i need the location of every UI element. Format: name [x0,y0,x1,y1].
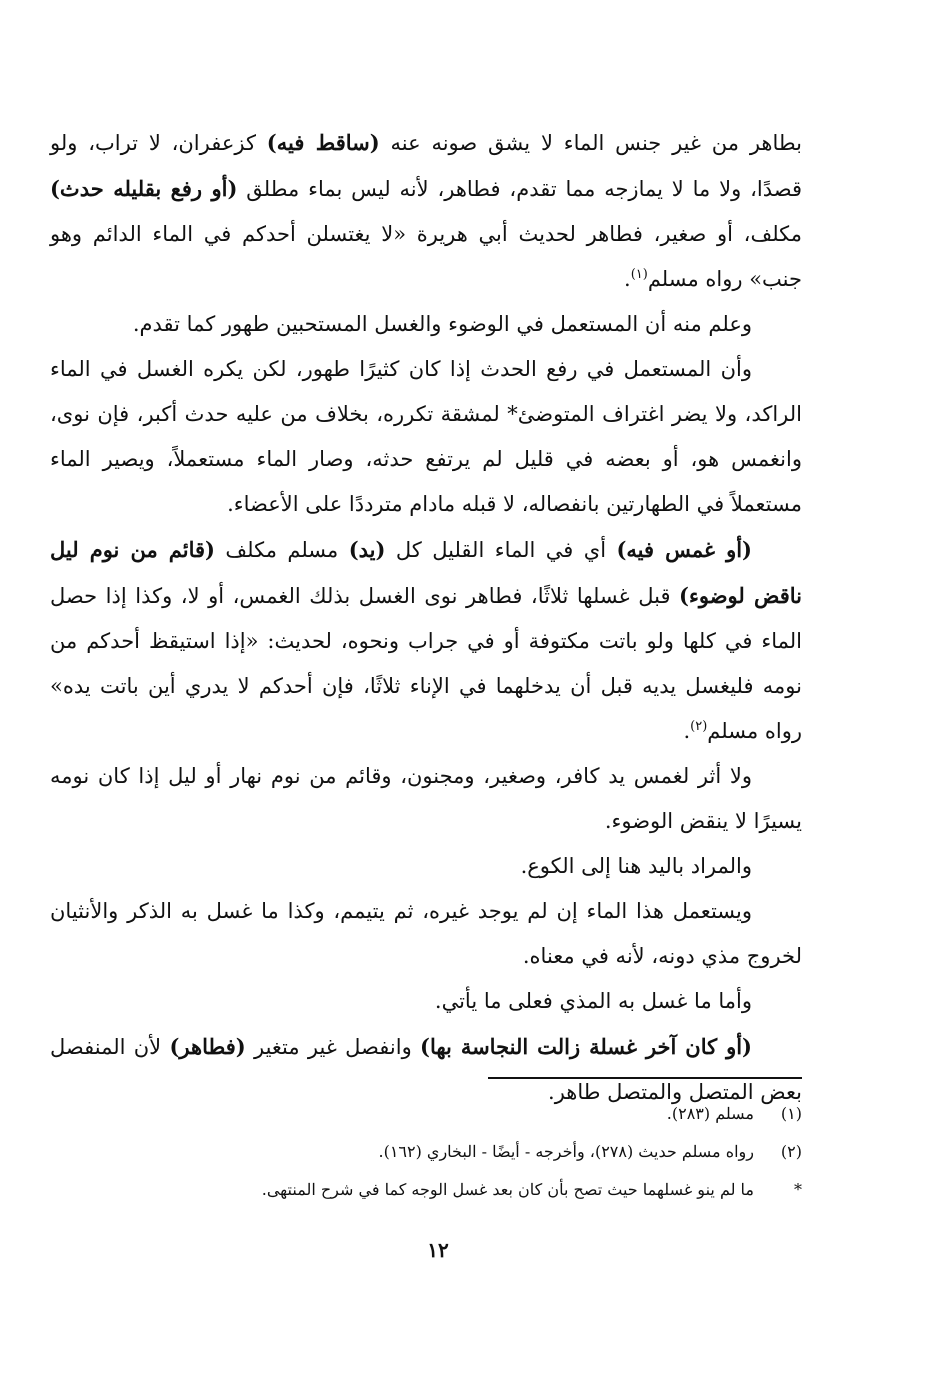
paragraph [50,347,802,527]
footnote-marker: (٢) [780,1142,802,1161]
footnote-marker: (١) [780,1104,802,1123]
bold-matn-text: (فطاهر) [169,1034,246,1059]
footnote [90,1095,802,1133]
bold-matn-text: (ساقط فيه) [266,130,380,155]
footnote [90,1133,802,1171]
page-number: ١٢ [427,1238,449,1262]
text-segment: وأن المستعمل في رفع الحدث إذا كان كثيرًا طهور، لكن يكره الغسل في الماء الراكد، ولا يضر اغتراف المتوضئ* لمشقة تكرره، بخلاف من عليه حدث أكبر، فإن نوى، وانغمس هو، أو بعضه في قليل لم يرتفع حدثه، وصار الماء مستعملاً، ويصير الماء مستعملاً في الطهارتين بانفصاله، لا قبله مادام مترددًا على الأعضاء. [50,357,802,516]
footnote-separator [488,1077,802,1079]
bold-matn-text: (قائم من نوم ليل ناقض لوضوء) [50,537,802,608]
paragraph [50,889,802,979]
footnotes [90,1095,802,1209]
paragraph [50,754,802,844]
text-segment: مسلم مكلف [214,538,349,562]
bold-matn-text: (يد) [348,537,386,562]
paragraph [50,527,802,754]
paragraph [50,979,802,1024]
text-segment: قبل غسلها ثلاثًا، فطاهر نوى الغسل بذلك الغمس، أو لا، وكذا إذا حصل الماء في كلها ولو باتت مكتوفة أو في جراب ونحوه، لحديث: «إذا استيقظ أحدكم من نومه فليغسل يديه قبل أن يدخلهما في الإناء ثلاثًا، فإن أحدكم لا يدري أين باتت يده» رواه مسلم [50,584,802,743]
footnote-text: ما لم ينو غسلهما حيث تصح بأن كان بعد غسل الوجه كما في شرح المنتهى. [261,1180,754,1199]
bold-matn-text: (أو غمس فيه) [616,537,752,562]
text-segment: والمراد باليد هنا إلى الكوع. [520,854,752,878]
text-segment: وعلم منه أن المستعمل في الوضوء والغسل المستحبين طهور كما تقدم. [132,312,752,336]
text-segment: مكلف، أو صغير، فطاهر لحديث أبي هريرة «لا يغتسلن أحدكم في الماء الدائم وهو جنب» رواه مسلم [50,222,802,291]
bold-matn-text: (أو رفع بقليله حدث) [50,176,238,201]
text-segment: بطاهر من غير جنس الماء لا يشق صونه عنه [379,131,802,155]
footnote-reference: (٢) [690,719,708,734]
text-segment: . [624,267,631,291]
bold-matn-text: (أو كان آخر غسلة زالت النجاسة بها) [420,1034,752,1059]
text-segment: وأما ما غسل به المذي فعلى ما يأتي. [434,989,752,1013]
footnote-text: رواه مسلم حديث (٢٧٨)، وأخرجه - أيضًا - البخاري (١٦٢). [378,1142,754,1161]
text-segment: ولا أثر لغمس يد كافر، وصغير، ومجنون، وقائم من نوم نهار أو ليل إذا كان نومه يسيرًا لا ينقض الوضوء. [50,764,802,833]
main-text [50,120,802,1115]
text-segment: أي في الماء القليل كل [385,538,617,562]
footnote-marker: * [794,1180,802,1199]
footnote [90,1171,802,1209]
footnote-text: مسلم (٢٨٣). [666,1104,754,1123]
text-segment: . [683,719,691,743]
text-segment: وانفصل غير متغير [245,1035,421,1059]
text-segment: كزعفران، لا تراب، ولو قصدًا، ولا ما لا يمازجه مما تقدم، فطاهر، لأنه ليس بماء مطلق [50,131,802,201]
paragraph [50,302,802,347]
text-segment: ويستعمل هذا الماء إن لم يوجد غيره، ثم يتيمم، وكذا ما غسل به الذكر والأنثيان لخروج مذي دونه، لأنه في معناه. [50,899,802,968]
text-segment: لأن المنفصل بعض المتصل والمتصل طاهر. [50,1035,802,1104]
footnote-reference: (١) [630,267,648,282]
paragraph [50,120,802,302]
paragraph [50,844,802,889]
